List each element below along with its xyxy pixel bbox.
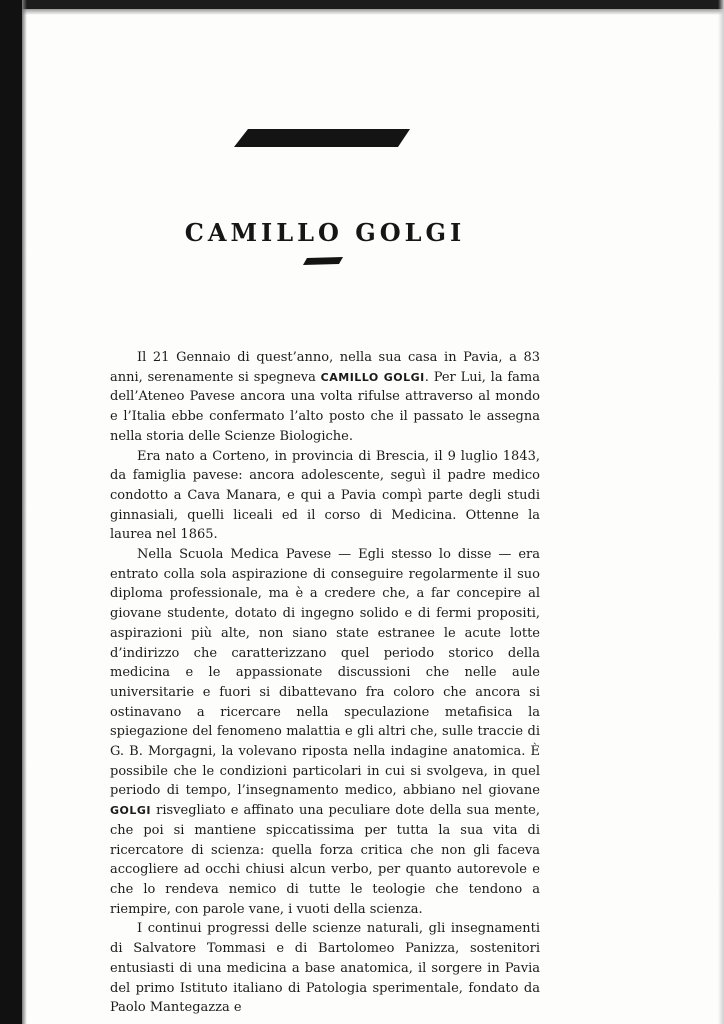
- paragraph-3: [110, 545, 540, 919]
- paragraph-2: Era nato a Corteno, in provincia di Brescia, il 9 luglio 1843, da famiglia pavese: ancora adolescente, seguì il padre medico condotto a Cava Manara, e qui a Pavia compì parte degli studi ginnasiali, quelli liceali ed il corso di Medicina. Ottenne la laurea nel 1865.: [110, 448, 540, 543]
- scan-left-shadow: [22, 0, 27, 1024]
- paragraph-1: [110, 348, 540, 447]
- paragraph-1-after: . Per Lui, la fama dell’Ateneo Pavese ancora una volta rifulse attraverso al mondo e l’Italia ebbe confermato l’alto posto che il passato le assegna nella storia delle Scienze Biologiche.: [110, 369, 540, 444]
- page-title: CAMILLO GOLGI: [184, 218, 466, 247]
- mourning-band-ornament: [234, 129, 410, 147]
- paragraph-4: I continui progressi delle scienze naturali, gli insegnamenti di Salvatore Tommasi e di Bartolomeo Panizza, sostenitori entusiasti di una medicina a base anatomica, il sorgere in Pavia del primo Istituto italiano di Patologia sperimentale, fondato da Paolo Mantegazza e: [110, 921, 540, 1016]
- name-camillo-golgi: CAMILLO GOLGI: [320, 370, 425, 384]
- paragraph-1-before: Il 21 Gennaio di quest’anno, nella sua casa in Pavia, a 83 anni, serenamente si spegneva: [110, 350, 540, 385]
- paragraph-3-before: Nella Scuola Medica Pavese — Egli stesso lo disse — era entrato colla sola aspirazione di conseguire regolarmente il suo diploma professionale, ma è a credere che, a far concepire al giovane studente, dotato di ingegno solido e di fermi propositi, aspirazioni più alte, non siano state estranee le acute lotte d’indirizzo che caratterizzano quel periodo storico della medicina e le appassionate discussioni che nelle aule universitarie e fuori si dibattevano fra coloro che ancora si ostinavano a ricercare nella speculazione metafisica la spiegazione del fenomeno malattia e gli altri che, sulle traccie di G. B. Morgagni, la volevano riposta nella indagine anatomica. È possibile che le condizioni particolari in cui si svolgeva, in quel periodo di tempo, l’insegnamento medico, abbiano nel giovane: [110, 547, 540, 799]
- title-rule-ornament: [303, 257, 343, 265]
- name-golgi: GOLGI: [110, 804, 152, 818]
- paragraph-3-after: risvegliato e affinato una peculiare dote della sua mente, che poi si mantiene spiccatissima per tutta la sua vita di ricercatore di scienza: quella forza critica che non gli faceva accogliere ad occhi chiusi alcun verbo, per quanto autorevole e che lo rendeva nemico di tutte le teologie che tendono a riempire, con parole vane, i vuoti della scienza.: [110, 803, 540, 917]
- scan-left-border: [0, 0, 22, 1024]
- scan-top-border: [0, 0, 724, 9]
- body-text: [110, 348, 540, 1018]
- scan-right-shadow: [718, 0, 724, 1024]
- scan-top-shadow: [0, 9, 724, 15]
